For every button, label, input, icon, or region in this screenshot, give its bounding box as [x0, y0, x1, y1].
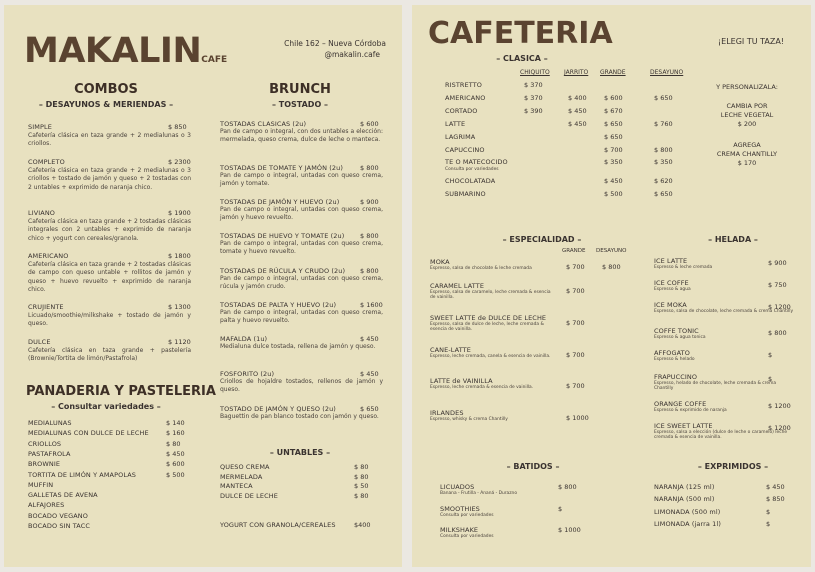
combo-price: $ 1900	[168, 209, 191, 217]
panaderia-item-price: $ 600	[166, 460, 185, 469]
brunch-item-price: $ 600	[360, 120, 379, 128]
combo-price: $ 2300	[168, 158, 191, 166]
batido-price: $ 800	[558, 483, 577, 491]
helada-item-price: $ 1200	[768, 424, 791, 432]
helada-title: – HELADA –	[708, 235, 758, 244]
brand-logo	[24, 31, 227, 80]
helada-item-description: Espresso, salsa a elección (dulce de leche o caramelo) leche cremada & esencia de vainilla.	[654, 430, 788, 441]
personaliza-line1: CAMBIA POR	[726, 102, 768, 110]
especialidad-item-name: LATTE de VAINILLA	[430, 377, 493, 385]
helada-item-name: ICE COFFE	[654, 279, 689, 287]
untable-price: $ 80	[354, 463, 369, 471]
combo-description: Cafetería clásica en taza grande + 2 tostadas clásicas integrales con 2 untables + exprimido de naranja chico + yogurt con cereales/granola.	[28, 218, 191, 242]
brunch-item-price: $ 800	[360, 232, 379, 240]
tagline: ¡ELEGI TU TAZA!	[717, 37, 784, 46]
panaderia-item-price: $ 80	[166, 439, 181, 448]
clasica-item-name: CORTADO	[445, 107, 478, 115]
combo-name: AMERICANO	[28, 252, 69, 260]
panaderia-item-name: MUFFIN	[28, 480, 54, 489]
especialidad-item-description: Espresso, whisky & crema Chantilly	[430, 417, 508, 422]
panaderia-item-name: ALFAJORES	[28, 501, 65, 510]
exprimido-name: NARANJA (125 ml)	[654, 483, 715, 491]
especialidad-item-description: Espresso, leche cremada & esencia de vainilla.	[430, 385, 534, 390]
clasica-item-name: CHOCOLATADA	[445, 177, 496, 185]
helada-item-description: Espresso & helado	[654, 357, 695, 362]
especialidad-item-name: CANE-LATTE	[430, 346, 471, 354]
panaderia-item-name: MEDIALUNAS	[28, 419, 72, 427]
brunch-item-price: $ 650	[360, 405, 379, 413]
clasica-item-name: RISTRETTO	[445, 81, 482, 89]
especialidad-title: – ESPECIALIDAD –	[502, 235, 582, 244]
batido-description: Consulta por variedades	[440, 534, 494, 539]
helada-item-price: $ 900	[768, 259, 787, 267]
especialidad-price-desayuno: $ 800	[602, 263, 621, 271]
especialidad-item-name: IRLANDES	[430, 409, 464, 417]
untable-name: MANTECA	[220, 482, 253, 490]
batido-name: MILKSHAKE	[440, 526, 479, 534]
left-menu-page	[4, 5, 402, 567]
personaliza-price1: $ 200	[737, 120, 757, 128]
brunch-item-price: $ 450	[360, 335, 379, 343]
brunch-item-name: TOSTADAS DE JAMÓN Y HUEVO (2u)	[220, 198, 340, 206]
helada-item-name: COFFE TONIC	[654, 327, 699, 335]
panaderia-item-name: CRIOLLOS	[28, 439, 62, 448]
untable-price: $ 50	[354, 482, 369, 490]
clasica-price: $ 450	[604, 177, 623, 185]
panaderia-item-name: BROWNIE	[28, 460, 61, 469]
brunch-item-name: FOSFORITO (2u)	[220, 370, 275, 378]
batido-description: Banana - Frutilla - Ananá - Durazno	[440, 491, 518, 496]
especialidad-item-name: SWEET LATTE de DULCE DE LECHE	[430, 314, 547, 322]
exprimido-price: $ 850	[766, 495, 785, 504]
brunch-item-name: TOSTADAS CLASICAS (2u)	[220, 120, 307, 128]
clasica-price: $ 760	[654, 120, 673, 128]
untable-name: MERMELADA	[220, 472, 263, 481]
combo-name: SIMPLE	[28, 123, 52, 131]
personaliza-title: Y PERSONALIZALA:	[716, 83, 778, 91]
clasica-price: $ 600	[604, 94, 623, 102]
clasica-price: $ 670	[604, 107, 623, 115]
brunch-item-description: Pan de campo o integral, untadas con queso crema, rúcula y jamón crudo.	[220, 275, 383, 291]
clasica-price: $ 350	[604, 158, 623, 166]
clasica-price: $ 350	[654, 158, 673, 166]
combo-price: $ 1800	[168, 252, 191, 260]
combo-name: CRUJIENTE	[28, 303, 64, 311]
brunch-item-description: Baguettin de pan blanco tostado con jamón y queso.	[220, 413, 379, 420]
especialidad-item-description: Espresso, leche cremada, canela & esencia de vainilla.	[430, 354, 551, 359]
clasica-price: $ 650	[604, 133, 623, 141]
clasica-price: $ 450	[568, 120, 587, 128]
exprimido-name: LIMONADA (500 ml)	[654, 507, 721, 516]
clasica-item-name: TE O MATECOCIDO	[445, 158, 508, 166]
personaliza-line4: CREMA CHANTILLY	[716, 150, 778, 158]
clasica-price: $ 650	[654, 190, 673, 198]
clasica-price: $ 370	[524, 94, 543, 102]
exprimido-price: $ 450	[766, 483, 785, 491]
especialidad-column-header: DESAYUNO	[596, 248, 627, 254]
combo-name: DULCE	[28, 338, 51, 346]
especialidad-item-name: MOKA	[430, 258, 450, 266]
brunch-subtitle: – TOSTADO –	[271, 100, 329, 109]
combo-description: Cafetería clásica en taza grande + pastelería (Brownie/Tortita de limón/Pastafrola)	[28, 347, 191, 363]
brunch-item-price: $ 800	[360, 164, 379, 172]
especialidad-price-grande: $ 700	[566, 382, 585, 390]
brunch-item-price: $ 800	[360, 267, 379, 275]
clasica-price: $ 450	[568, 107, 587, 115]
batido-description: Consulta por variedades	[440, 513, 494, 518]
brunch-item-description: Pan de campo o integral, untadas con queso crema, tomate y huevo revuelto.	[220, 240, 383, 256]
panaderia-item-name: MEDIALUNAS CON DULCE DE LECHE	[28, 429, 149, 438]
brand-name: MAKALIN	[24, 31, 202, 71]
especialidad-price-grande: $ 700	[566, 287, 585, 295]
helada-item-description: Espresso & exprimido de naranja	[654, 408, 727, 413]
panaderia-item-price: $ 450	[166, 449, 185, 458]
clasica-item-name: LAGRIMA	[445, 133, 476, 141]
clasica-price: $ 800	[654, 146, 673, 154]
combo-name: LIVIANO	[28, 209, 56, 217]
clasica-item-name: AMERICANO	[445, 94, 486, 102]
batido-price: $ 1000	[558, 526, 581, 534]
combo-description: Cafetería clásica en taza grande + 2 tostadas clásicas de campo con queso untable + rollitos de jamón y queso + huevo revuelto + exprimido de naranja chico.	[28, 261, 191, 294]
especialidad-item-name: CARAMEL LATTE	[430, 282, 485, 290]
combos-subtitle: – DESAYUNOS & MERIENDAS –	[38, 100, 174, 109]
combo-price: $ 1120	[168, 338, 191, 346]
untable-name: QUESO CREMA	[220, 463, 270, 471]
brunch-item-name: MAFALDA (1u)	[220, 335, 268, 343]
exprimido-name: NARANJA (500 ml)	[654, 495, 715, 504]
helada-item-description: Espresso & agua	[654, 287, 691, 292]
helada-item-name: AFFOGATO	[654, 349, 690, 357]
combos-title: COMBOS	[74, 82, 138, 97]
panaderia-item-name: TORTITA DE LIMÓN Y AMAPOLAS	[28, 470, 136, 479]
exprimidos-title: – EXPRIMIDOS –	[697, 462, 769, 471]
brand-suffix: CAFE	[201, 55, 228, 65]
clasica-price: $ 650	[654, 94, 673, 102]
clasica-price: $ 400	[568, 94, 587, 102]
panaderia-item-price: $ 500	[166, 470, 185, 479]
panaderia-item-name: GALLETAS DE AVENA	[28, 491, 98, 500]
brunch-item-name: TOSTADAS DE PALTA Y HUEVO (2u)	[220, 301, 337, 309]
helada-item-price: $ 1200	[768, 402, 791, 410]
panaderia-title: PANADERIA Y PASTELERIA	[26, 384, 216, 399]
especialidad-price-grande: $ 700	[566, 263, 585, 271]
combo-description: Cafetería clásica en taza grande + 2 medialunas o 3 criollos + tostado de jamón y queso + 2 tostadas con 2 untables + exprimido de naranja chico.	[28, 167, 191, 191]
batido-name: SMOOTHIES	[440, 505, 480, 513]
especialidad-column-header: GRANDE	[562, 248, 586, 254]
combo-price: $ 1300	[168, 303, 191, 311]
especialidad-price-grande: $ 1000	[566, 414, 589, 422]
right-menu-page	[412, 5, 811, 567]
brunch-item-name: TOSTADO DE JAMÓN Y QUESO (2u)	[220, 405, 336, 413]
panaderia-subtitle: – Consultar variedades –	[51, 402, 161, 411]
personaliza-line3: AGREGA	[733, 141, 761, 149]
untable-price: $ 80	[354, 491, 369, 500]
brunch-item-description: Medialuna dulce tostada, rellena de jamón y queso.	[220, 343, 376, 350]
brunch-title: BRUNCH	[269, 82, 331, 97]
address: Chile 162 – Nueva Córdoba	[284, 39, 386, 48]
especialidad-item-description: Espresso, salsa de dulce de leche, leche cremada & esencia de vainilla.	[430, 322, 544, 333]
panaderia-item-name: BOCADO VEGANO	[28, 511, 88, 520]
clasica-item-name: SUBMARINO	[445, 190, 486, 198]
brunch-item-description: Pan de campo o integral, untadas con queso crema, jamón y huevo revuelto.	[220, 206, 383, 222]
helada-item-name: ICE SWEET LATTE	[654, 422, 713, 430]
yogurt-price: $400	[354, 521, 371, 529]
brunch-item-description: Pan de campo o integral, con dos untables a elección: mermelada, queso crema, dulce de leche o manteca.	[220, 128, 383, 144]
helada-item-description: Espresso & leche cremada	[654, 265, 713, 270]
brunch-item-name: TOSTADAS DE TOMATE Y JAMÓN (2u)	[220, 164, 343, 172]
helada-item-description: Espresso, salsa de chocolate, leche cremada & crema Chantilly	[654, 309, 794, 314]
helada-item-price: $ 800	[768, 329, 787, 337]
brunch-item-name: TOSTADAS DE RÚCULA Y CRUDO (2u)	[220, 267, 346, 275]
brunch-item-name: TOSTADAS DE HUEVO Y TOMATE (2u)	[220, 232, 345, 240]
panaderia-item-price: $ 160	[166, 429, 185, 438]
personaliza-line2: LECHE VEGETAL	[720, 111, 774, 119]
helada-item-name: ICE LATTE	[654, 257, 688, 265]
batidos-title: – BATIDOS –	[506, 462, 560, 471]
clasica-item-name: CAPUCCINO	[445, 146, 485, 154]
brunch-item-description: Pan de campo o integral, untadas con queso crema, palta y huevo revuelto.	[220, 309, 383, 325]
especialidad-price-grande: $ 700	[566, 319, 585, 327]
clasica-price: $ 370	[524, 81, 543, 89]
clasica-item-subtitle: Consulta por variedades	[445, 167, 499, 172]
clasica-column-header: CHIQUITO	[520, 69, 550, 76]
helada-item-name: ICE MOKA	[654, 301, 687, 309]
clasica-item-name: LATTE	[445, 120, 466, 128]
personaliza-price2: $ 170	[737, 159, 757, 167]
untable-name: DULCE DE LECHE	[220, 491, 278, 500]
combo-description: Licuado/smoothie/milkshake + tostado de jamón y queso.	[28, 312, 191, 328]
helada-item-name: FRAPUCCINO	[654, 373, 698, 381]
brunch-item-price: $ 450	[360, 370, 379, 378]
brunch-item-price: $ 1600	[360, 301, 383, 309]
especialidad-item-description: Espresso, salsa de caramelo, leche cremada & esencia de vainilla.	[430, 290, 551, 301]
combo-name: COMPLETO	[28, 158, 65, 166]
especialidad-item-description: Espresso, salsa de chocolate & leche cremada	[430, 266, 532, 271]
batido-price: $	[558, 505, 563, 513]
clasica-price: $ 650	[604, 120, 623, 128]
brunch-item-description: Criollos de hojaldre tostados, rellenos de jamón y queso.	[220, 378, 383, 394]
helada-item-description: Espresso & agua tonica	[654, 335, 706, 340]
clasica-price: $ 700	[604, 146, 623, 154]
yogurt-name: YOGURT CON GRANOLA/CEREALES	[220, 521, 336, 529]
clasica-title: – CLASICA –	[496, 54, 548, 63]
helada-item-name: ORANGE COFFE	[654, 400, 707, 408]
exprimido-price: $	[766, 507, 771, 516]
helada-item-price: $ 750	[768, 281, 787, 289]
brunch-item-price: $ 900	[360, 198, 379, 206]
panaderia-item-name: BOCADO SIN TACC	[28, 522, 90, 530]
panaderia-item-price: $ 140	[166, 419, 185, 427]
clasica-column-header: GRANDE	[600, 69, 626, 76]
especialidad-price-grande: $ 700	[566, 351, 585, 359]
helada-item-price: $ 1200	[768, 303, 791, 311]
exprimido-price: $	[766, 519, 771, 528]
cafeteria-title: CAFETERIA	[428, 16, 613, 51]
instagram-handle: @makalin.cafe	[324, 50, 380, 59]
untable-price: $ 80	[354, 472, 369, 481]
clasica-price: $ 620	[654, 177, 673, 185]
panaderia-item-name: PASTAFROLA	[28, 449, 71, 458]
helada-item-price: $	[768, 375, 773, 383]
combo-price: $ 850	[168, 123, 187, 131]
clasica-price: $ 500	[604, 190, 623, 198]
clasica-column-header: JARRITO	[564, 69, 589, 76]
clasica-price: $ 390	[524, 107, 543, 115]
batido-name: LICUADOS	[440, 483, 475, 491]
brunch-item-description: Pan de campo o integral, untadas con queso crema, jamón y tomate.	[220, 172, 383, 188]
combo-description: Cafetería clásica en taza grande + 2 medialunas o 3 criollos.	[28, 132, 191, 148]
exprimido-name: LIMONADA (jarra 1l)	[654, 519, 721, 528]
clasica-column-header: DESAYUNO	[650, 69, 684, 76]
untables-title: – UNTABLES –	[269, 448, 331, 457]
helada-item-price: $	[768, 351, 773, 359]
helada-item-description: Espresso, helado de chocolate, leche cremada & crema Chantilly	[654, 381, 777, 392]
